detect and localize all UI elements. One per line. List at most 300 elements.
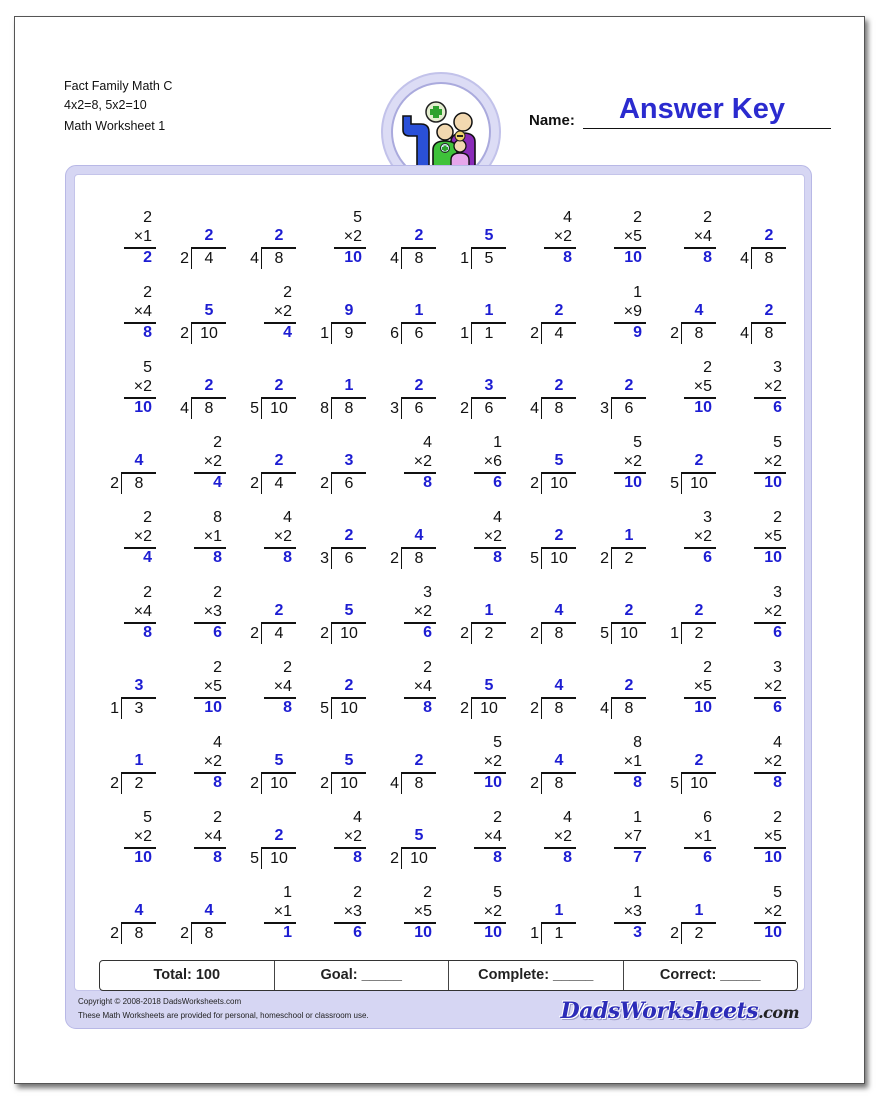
division-problem <box>310 359 370 425</box>
divisor: 5 <box>250 850 259 867</box>
quotient-answer: 1 <box>484 602 494 619</box>
dividend: 8 <box>554 700 564 717</box>
factor-top: 6 <box>703 809 712 826</box>
division-problem <box>660 584 720 650</box>
factor-bottom: ×2 <box>343 228 362 245</box>
division-problem <box>240 359 300 425</box>
division-problem <box>450 659 510 725</box>
dividend: 4 <box>274 475 284 492</box>
division-problem <box>380 734 440 800</box>
divisor: 4 <box>530 400 539 417</box>
multiplication-problem <box>450 734 510 800</box>
divisor: 6 <box>390 325 399 342</box>
product-answer: 10 <box>694 699 712 716</box>
dividend: 1 <box>484 325 494 342</box>
factor-top: 2 <box>213 584 222 601</box>
multiplication-problem <box>450 809 510 875</box>
division-problem <box>170 359 230 425</box>
division-bracket-top <box>402 772 436 774</box>
division-problem <box>520 359 580 425</box>
product-answer: 6 <box>213 624 222 641</box>
quotient-answer: 2 <box>204 377 214 394</box>
dividend: 8 <box>414 550 424 567</box>
quotient-answer: 2 <box>414 227 424 244</box>
factor-bottom: ×9 <box>623 303 642 320</box>
product-answer: 8 <box>423 699 432 716</box>
multiplication-problem <box>520 809 580 875</box>
complete-cell[interactable]: Complete: _____ <box>449 961 624 990</box>
product-answer: 10 <box>484 924 502 941</box>
factor-top: 4 <box>493 509 502 526</box>
multiplication-problem <box>730 659 790 725</box>
dividend: 6 <box>344 550 354 567</box>
product-answer: 10 <box>134 399 152 416</box>
multiplication-problem <box>240 659 300 725</box>
division-bracket-top <box>472 322 506 324</box>
goal-cell[interactable]: Goal: _____ <box>275 961 450 990</box>
answer-key-title: Answer Key <box>618 93 785 125</box>
divisor: 2 <box>530 325 539 342</box>
division-problem <box>660 884 720 950</box>
division-bracket-top <box>122 922 156 924</box>
product-answer: 10 <box>764 924 782 941</box>
product-answer: 4 <box>283 324 292 341</box>
correct-cell[interactable]: Correct: _____ <box>659 967 761 983</box>
division-problem <box>520 584 580 650</box>
product-answer: 8 <box>633 774 642 791</box>
division-bracket-top <box>752 247 786 249</box>
division-bracket-top <box>752 322 786 324</box>
factor-top: 4 <box>563 809 572 826</box>
quotient-answer: 4 <box>554 752 564 769</box>
quotient-answer: 2 <box>694 752 704 769</box>
division-problem <box>520 509 580 575</box>
divisor: 2 <box>530 625 539 642</box>
quotient-answer: 2 <box>274 827 284 844</box>
factor-bottom: ×2 <box>763 678 782 695</box>
multiplication-problem <box>310 209 370 275</box>
divisor: 2 <box>110 775 119 792</box>
multiplication-problem <box>100 359 160 425</box>
division-bracket-top <box>472 247 506 249</box>
factor-bottom: ×2 <box>553 228 572 245</box>
factor-top: 1 <box>633 884 642 901</box>
factor-bottom: ×3 <box>623 903 642 920</box>
quotient-answer: 2 <box>694 452 704 469</box>
division-bracket-top <box>542 397 576 399</box>
quotient-answer: 4 <box>554 602 564 619</box>
division-bracket-top <box>332 772 366 774</box>
dividend: 8 <box>624 700 634 717</box>
product-answer: 10 <box>134 849 152 866</box>
dividend: 8 <box>414 250 424 267</box>
factor-top: 2 <box>703 359 712 376</box>
factor-bottom: ×5 <box>763 528 782 545</box>
quotient-answer: 2 <box>764 227 774 244</box>
factor-top: 2 <box>633 209 642 226</box>
division-problem <box>240 809 300 875</box>
factor-top: 2 <box>353 884 362 901</box>
problem-area <box>74 174 805 991</box>
quotient-answer: 9 <box>344 302 354 319</box>
factor-top: 1 <box>283 884 292 901</box>
multiplication-problem <box>730 434 790 500</box>
factor-top: 5 <box>493 884 502 901</box>
division-problem <box>170 884 230 950</box>
divisor: 4 <box>600 700 609 717</box>
factor-bottom: ×2 <box>413 453 432 470</box>
quotient-answer: 4 <box>694 302 704 319</box>
factor-top: 4 <box>563 209 572 226</box>
multiplication-problem <box>170 509 230 575</box>
product-answer: 10 <box>624 474 642 491</box>
division-bracket-top <box>262 472 296 474</box>
factor-bottom: ×5 <box>623 228 642 245</box>
multiplication-problem <box>310 809 370 875</box>
brand-name: DadsWorksheets <box>560 998 759 1024</box>
dividend: 5 <box>484 250 494 267</box>
division-problem <box>520 884 580 950</box>
factor-bottom: ×2 <box>203 753 222 770</box>
factor-bottom: ×5 <box>693 678 712 695</box>
dividend: 8 <box>134 925 144 942</box>
product-answer: 7 <box>633 849 642 866</box>
factor-bottom: ×1 <box>133 228 152 245</box>
factor-bottom: ×4 <box>273 678 292 695</box>
divisor: 5 <box>250 400 259 417</box>
quotient-answer: 3 <box>134 677 144 694</box>
divisor: 2 <box>320 775 329 792</box>
worksheet-page <box>14 16 865 1084</box>
product-answer: 10 <box>764 849 782 866</box>
division-problem <box>310 509 370 575</box>
quotient-answer: 2 <box>624 602 634 619</box>
division-bracket-top <box>542 922 576 924</box>
factor-bottom: ×1 <box>693 828 712 845</box>
product-answer: 8 <box>143 624 152 641</box>
division-bracket-top <box>542 547 576 549</box>
product-answer: 8 <box>493 549 502 566</box>
division-problem <box>310 434 370 500</box>
divisor: 1 <box>320 325 329 342</box>
product-answer: 6 <box>703 549 712 566</box>
multiplication-problem <box>380 434 440 500</box>
division-bracket-top <box>262 622 296 624</box>
product-answer: 6 <box>353 924 362 941</box>
multiplication-problem <box>310 884 370 950</box>
factor-top: 1 <box>633 809 642 826</box>
dividend: 10 <box>200 325 218 342</box>
factor-bottom: ×2 <box>273 528 292 545</box>
factor-top: 2 <box>213 809 222 826</box>
score-bar <box>99 960 798 991</box>
multiplication-problem <box>590 434 650 500</box>
division-bracket-top <box>402 247 436 249</box>
factor-bottom: ×2 <box>133 378 152 395</box>
division-bracket-top <box>682 322 716 324</box>
factor-top: 2 <box>423 659 432 676</box>
quotient-answer: 5 <box>484 677 494 694</box>
factor-top: 2 <box>143 209 152 226</box>
quotient-answer: 2 <box>414 377 424 394</box>
division-problem <box>450 359 510 425</box>
division-bracket-top <box>192 922 226 924</box>
factor-top: 1 <box>633 284 642 301</box>
name-label: Name: <box>529 112 575 129</box>
product-answer: 8 <box>703 249 712 266</box>
multiplication-problem <box>660 659 720 725</box>
multiplication-problem <box>660 209 720 275</box>
factor-bottom: ×2 <box>763 378 782 395</box>
quotient-answer: 2 <box>554 527 564 544</box>
divisor: 2 <box>460 700 469 717</box>
factor-top: 5 <box>493 734 502 751</box>
multiplication-problem <box>100 809 160 875</box>
product-answer: 4 <box>143 549 152 566</box>
factor-bottom: ×4 <box>693 228 712 245</box>
multiplication-problem <box>240 509 300 575</box>
multiplication-problem <box>240 884 300 950</box>
factor-top: 2 <box>283 284 292 301</box>
divisor: 2 <box>320 625 329 642</box>
division-bracket-top <box>612 547 646 549</box>
divisor: 4 <box>390 775 399 792</box>
division-problem <box>380 209 440 275</box>
dividend: 8 <box>764 325 774 342</box>
factor-top: 4 <box>353 809 362 826</box>
factor-top: 2 <box>283 659 292 676</box>
multiplication-problem <box>100 584 160 650</box>
factor-bottom: ×5 <box>693 378 712 395</box>
division-bracket-top <box>122 772 156 774</box>
division-bracket-top <box>332 697 366 699</box>
product-answer: 6 <box>493 474 502 491</box>
multiplication-problem <box>450 509 510 575</box>
division-problem <box>310 584 370 650</box>
divisor: 1 <box>530 925 539 942</box>
factor-bottom: ×2 <box>273 303 292 320</box>
dividend: 8 <box>204 925 214 942</box>
dividend: 8 <box>554 775 564 792</box>
multiplication-problem <box>590 884 650 950</box>
quotient-answer: 2 <box>764 302 774 319</box>
dividend: 10 <box>690 775 708 792</box>
dividend: 10 <box>550 550 568 567</box>
divisor: 1 <box>460 325 469 342</box>
factor-bottom: ×2 <box>483 903 502 920</box>
quotient-answer: 1 <box>344 377 354 394</box>
product-answer: 4 <box>213 474 222 491</box>
division-problem <box>380 359 440 425</box>
factor-bottom: ×2 <box>763 453 782 470</box>
product-answer: 8 <box>353 849 362 866</box>
quotient-answer: 5 <box>414 827 424 844</box>
quotient-answer: 5 <box>274 752 284 769</box>
multiplication-problem <box>730 359 790 425</box>
quotient-answer: 2 <box>554 377 564 394</box>
worksheet-title: Fact Family Math C <box>64 79 173 93</box>
division-problem <box>310 734 370 800</box>
factor-top: 2 <box>703 209 712 226</box>
divisor: 5 <box>530 550 539 567</box>
factor-top: 2 <box>143 284 152 301</box>
multiplication-problem <box>590 809 650 875</box>
division-bracket-top <box>612 397 646 399</box>
division-problem <box>590 359 650 425</box>
factor-top: 2 <box>773 809 782 826</box>
divisor: 2 <box>110 925 119 942</box>
division-problem <box>240 734 300 800</box>
divisor: 2 <box>180 250 189 267</box>
multiplication-problem <box>380 884 440 950</box>
division-bracket-top <box>542 772 576 774</box>
factor-bottom: ×2 <box>553 828 572 845</box>
product-answer: 10 <box>624 249 642 266</box>
division-problem <box>590 509 650 575</box>
factor-top: 5 <box>353 209 362 226</box>
multiplication-problem <box>450 434 510 500</box>
multiplication-problem <box>590 284 650 350</box>
division-problem <box>240 434 300 500</box>
product-answer: 3 <box>633 924 642 941</box>
quotient-answer: 5 <box>484 227 494 244</box>
divisor: 3 <box>600 400 609 417</box>
division-problem <box>310 284 370 350</box>
dividend: 4 <box>204 250 214 267</box>
factor-bottom: ×2 <box>623 453 642 470</box>
factor-top: 2 <box>213 434 222 451</box>
division-bracket-top <box>542 697 576 699</box>
divisor: 2 <box>460 400 469 417</box>
division-bracket-top <box>122 472 156 474</box>
dividend: 8 <box>554 400 564 417</box>
divisor: 2 <box>250 625 259 642</box>
divisor: 4 <box>250 250 259 267</box>
multiplication-problem <box>380 584 440 650</box>
divisor: 5 <box>670 775 679 792</box>
factor-top: 2 <box>773 509 782 526</box>
divisor: 4 <box>390 250 399 267</box>
factor-bottom: ×2 <box>693 528 712 545</box>
division-problem <box>590 584 650 650</box>
product-answer: 10 <box>484 774 502 791</box>
division-problem <box>100 884 160 950</box>
dividend: 1 <box>554 925 564 942</box>
dividend: 10 <box>340 625 358 642</box>
division-bracket-top <box>192 322 226 324</box>
division-bracket-top <box>402 847 436 849</box>
division-problem <box>450 584 510 650</box>
multiplication-problem <box>240 284 300 350</box>
product-answer: 10 <box>764 549 782 566</box>
division-problem <box>520 434 580 500</box>
multiplication-problem <box>170 659 230 725</box>
usage-notice: These Math Worksheets are provided for personal, homeschool or classroom use. <box>78 1011 369 1020</box>
divisor: 2 <box>530 775 539 792</box>
division-bracket-top <box>472 622 506 624</box>
quotient-answer: 5 <box>204 302 214 319</box>
factor-top: 2 <box>143 584 152 601</box>
division-problem <box>100 659 160 725</box>
division-problem <box>170 284 230 350</box>
brand-logo[interactable] <box>561 998 799 1024</box>
divisor: 2 <box>320 475 329 492</box>
dividend: 6 <box>624 400 634 417</box>
quotient-answer: 2 <box>274 452 284 469</box>
factor-bottom: ×4 <box>413 678 432 695</box>
division-bracket-top <box>332 472 366 474</box>
divisor: 1 <box>110 700 119 717</box>
division-bracket-top <box>682 622 716 624</box>
factor-bottom: ×1 <box>273 903 292 920</box>
divisor: 4 <box>180 400 189 417</box>
product-answer: 8 <box>143 324 152 341</box>
division-problem <box>380 509 440 575</box>
quotient-answer: 2 <box>344 527 354 544</box>
quotient-answer: 3 <box>484 377 494 394</box>
dividend: 3 <box>134 700 144 717</box>
division-problem <box>590 659 650 725</box>
division-problem <box>240 584 300 650</box>
factor-top: 5 <box>143 359 152 376</box>
multiplication-problem <box>170 584 230 650</box>
quotient-answer: 4 <box>414 527 424 544</box>
product-answer: 8 <box>283 549 292 566</box>
factor-top: 4 <box>423 434 432 451</box>
division-problem <box>520 284 580 350</box>
factor-bottom: ×2 <box>763 603 782 620</box>
division-problem <box>660 284 720 350</box>
product-answer: 6 <box>773 699 782 716</box>
factor-top: 8 <box>633 734 642 751</box>
product-answer: 8 <box>213 549 222 566</box>
quotient-answer: 4 <box>204 902 214 919</box>
division-bracket-top <box>682 922 716 924</box>
quotient-answer: 4 <box>554 677 564 694</box>
factor-top: 3 <box>773 584 782 601</box>
division-bracket-top <box>542 322 576 324</box>
multiplication-problem <box>100 209 160 275</box>
factor-top: 4 <box>213 734 222 751</box>
dividend: 2 <box>134 775 144 792</box>
quotient-answer: 2 <box>204 227 214 244</box>
multiplication-problem <box>590 209 650 275</box>
factor-bottom: ×2 <box>343 828 362 845</box>
multiplication-problem <box>170 809 230 875</box>
factor-bottom: ×3 <box>343 903 362 920</box>
multiplication-problem <box>730 734 790 800</box>
divisor: 2 <box>250 475 259 492</box>
product-answer: 9 <box>633 324 642 341</box>
multiplication-problem <box>660 359 720 425</box>
factor-top: 3 <box>703 509 712 526</box>
product-answer: 8 <box>773 774 782 791</box>
factor-bottom: ×5 <box>763 828 782 845</box>
divisor: 2 <box>670 925 679 942</box>
division-problem <box>100 434 160 500</box>
factor-top: 3 <box>423 584 432 601</box>
division-problem <box>380 284 440 350</box>
division-problem <box>660 434 720 500</box>
product-answer: 8 <box>563 249 572 266</box>
quotient-answer: 2 <box>624 677 634 694</box>
multiplication-problem <box>520 209 580 275</box>
quotient-answer: 2 <box>624 377 634 394</box>
divisor: 2 <box>460 625 469 642</box>
division-problem <box>100 734 160 800</box>
dividend: 6 <box>344 475 354 492</box>
product-answer: 2 <box>143 249 152 266</box>
